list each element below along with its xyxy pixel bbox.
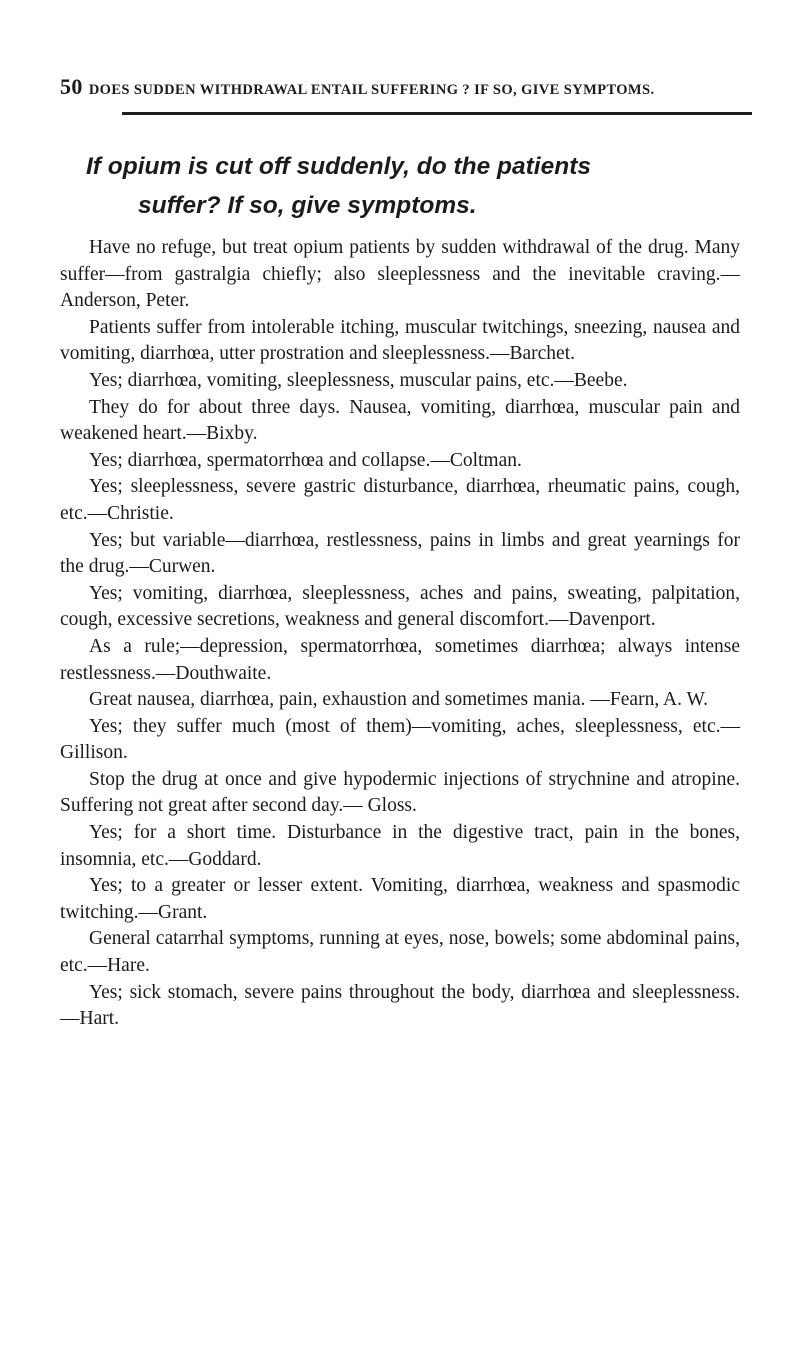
response-douthwaite: As a rule;—depression, spermatorrhœa, sometimes diarrhœa; always intense restlessness.—Douthwaite. (60, 635, 740, 684)
header-rule (122, 112, 752, 115)
response-gillison: Yes; they suffer much (most of them)—vomiting, aches, sleeplessness, etc.—Gillison. (60, 715, 740, 764)
response-bixby: They do for about three days. Nausea, vomiting, diarrhœa, muscular pain and weakened heart.—Bixby. (60, 396, 740, 445)
section-title-line-2: suffer? If so, give symptoms. (138, 192, 477, 219)
response-hart: Yes; sick stomach, severe pains throughout the body, diarrhœa and sleeplessness.—Hart. (60, 981, 740, 1030)
response-goddard: Yes; for a short time. Disturbance in the digestive tract, pain in the bones, insomnia, etc.—Goddard. (60, 822, 740, 870)
response-coltman: Yes; diarrhœa, spermatorrhœa and collapse.—Coltman. (89, 449, 522, 471)
response-davenport: Yes; vomiting, diarrhœa, sleeplessness, aches and pains, sweating, palpitation, cough, excessive secretions, weakness and general discomfort.—Davenport. (60, 582, 740, 631)
response-grant: Yes; to a greater or lesser extent. Vomiting, diarrhœa, weakness and spasmodic twitching.—Grant. (60, 875, 740, 923)
response-barchet: Patients suffer from intolerable itching, muscular twitchings, sneezing, nausea and vomiting, diarrhœa, utter prostration and sleeplessness.—Barchet. (60, 316, 740, 365)
response-gloss: Stop the drug at once and give hypodermic injections of strychnine and atropine. Suffering not great after second day.— Gloss. (60, 768, 740, 817)
running-head (60, 74, 740, 100)
response-hare: General catarrhal symptoms, running at eyes, nose, bowels; some abdominal pains, etc.—Hare. (60, 928, 740, 977)
section-title-line-1: If opium is cut off suddenly, do the patients (86, 153, 591, 180)
response-anderson: Have no refuge, but treat opium patients by sudden withdrawal of the drug. Many suffer—from gastralgia chiefly; also sleeplessness and the inevitable craving.—Anderson, Peter. (60, 237, 740, 312)
response-beebe: Yes; diarrhœa, vomiting, sleeplessness, muscular pains, etc.—Beebe. (89, 369, 628, 391)
response-list (60, 235, 740, 1033)
response-fearn: Great nausea, diarrhœa, pain, exhaustion and sometimes mania. —Fearn, A. W. (89, 689, 708, 711)
response-christie: Yes; sleeplessness, severe gastric disturbance, diarrhœa, rheumatic pains, cough, etc.—Christie. (60, 476, 740, 524)
page-number: 50 (60, 74, 83, 99)
section-title (60, 147, 686, 225)
running-head-text: DOES SUDDEN WITHDRAWAL ENTAIL SUFFERING ? IF SO, GIVE SYMPTOMS. (88, 82, 655, 98)
response-curwen: Yes; but variable—diarrhœa, restlessness, pains in limbs and great yearnings for the drug.—Curwen. (60, 529, 740, 578)
